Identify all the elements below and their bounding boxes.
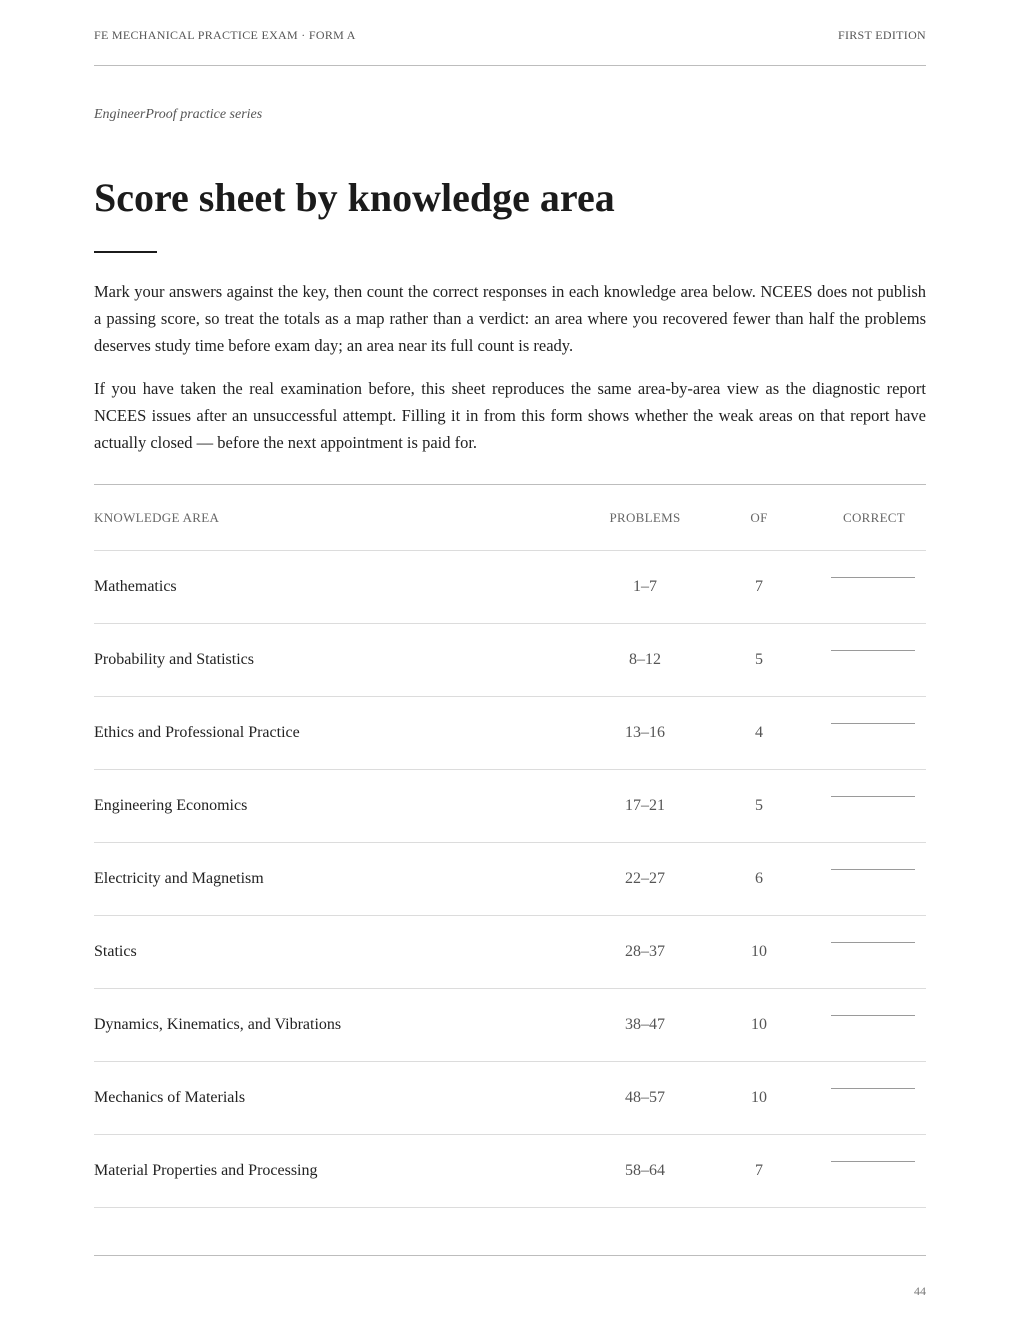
page bbox=[94, 0, 926, 1320]
table-body bbox=[94, 551, 926, 1208]
problem-range: 22–27 bbox=[625, 870, 665, 887]
correct-entry-field[interactable] bbox=[822, 697, 926, 769]
correct-entry-field[interactable] bbox=[822, 1062, 926, 1134]
intro-paragraph-1: Mark your answers against the key, then count the correct responses in each knowledge area below. NCEES does not publish a passing score, so treat the totals as a map rather than a verdict: an area where you recovered fewer than half the problems deserves study time before exam day; an area near its full count is ready. bbox=[94, 282, 926, 355]
exam-form-label: FE MECHANICAL PRACTICE EXAM · FORM A bbox=[94, 28, 356, 42]
knowledge-area-name: Mechanics of Materials bbox=[94, 1089, 246, 1106]
knowledge-area-name: Statics bbox=[94, 943, 137, 960]
knowledge-area-name: Probability and Statistics bbox=[94, 651, 254, 668]
page-title: Score sheet by knowledge area bbox=[94, 175, 615, 220]
table-row bbox=[94, 843, 926, 916]
correct-blank-line bbox=[831, 942, 915, 943]
table-row bbox=[94, 551, 926, 624]
series-label: EngineerProof practice series bbox=[94, 107, 263, 122]
running-header bbox=[94, 28, 926, 43]
problem-count: 6 bbox=[755, 870, 763, 887]
problem-count: 10 bbox=[751, 1016, 767, 1033]
table-row bbox=[94, 770, 926, 843]
header-divider bbox=[94, 65, 926, 66]
problem-count: 4 bbox=[755, 724, 763, 741]
correct-entry-field[interactable] bbox=[822, 916, 926, 988]
problem-range: 38–47 bbox=[625, 1016, 665, 1033]
correct-blank-line bbox=[831, 577, 915, 578]
column-header-problems: PROBLEMS bbox=[609, 509, 681, 525]
problem-count: 10 bbox=[751, 943, 767, 960]
problem-range: 28–37 bbox=[625, 943, 665, 960]
title-underline bbox=[94, 251, 157, 253]
table-row bbox=[94, 916, 926, 989]
knowledge-area-name: Ethics and Professional Practice bbox=[94, 724, 300, 741]
intro-paragraph-2: If you have taken the real examination before, this sheet reproduces the same area-by-area view as the diagnostic report NCEES issues after an unsuccessful attempt. Filling it in from this form shows whether the weak areas on that report have actually closed — before the next appointment is paid for. bbox=[94, 379, 926, 452]
correct-blank-line bbox=[831, 1015, 915, 1016]
problem-range: 1–7 bbox=[633, 578, 657, 595]
problem-range: 58–64 bbox=[625, 1162, 665, 1179]
table-row bbox=[94, 697, 926, 770]
table-row bbox=[94, 624, 926, 697]
table-row bbox=[94, 989, 926, 1062]
correct-entry-field[interactable] bbox=[822, 551, 926, 623]
column-header-area: KNOWLEDGE AREA bbox=[94, 509, 220, 525]
correct-entry-field[interactable] bbox=[822, 989, 926, 1061]
correct-blank-line bbox=[831, 796, 915, 797]
problem-count: 7 bbox=[755, 1162, 763, 1179]
correct-entry-field[interactable] bbox=[822, 843, 926, 915]
correct-entry-field[interactable] bbox=[822, 624, 926, 696]
correct-blank-line bbox=[831, 869, 915, 870]
problem-range: 13–16 bbox=[625, 724, 665, 741]
correct-blank-line bbox=[831, 1161, 915, 1162]
correct-entry-field[interactable] bbox=[822, 770, 926, 842]
table-header bbox=[94, 485, 926, 551]
problem-count: 5 bbox=[755, 651, 763, 668]
problem-range: 8–12 bbox=[629, 651, 661, 668]
page-number: 44 bbox=[914, 1284, 926, 1298]
knowledge-area-name: Dynamics, Kinematics, and Vibrations bbox=[94, 1016, 342, 1033]
correct-blank-line bbox=[831, 650, 915, 651]
correct-blank-line bbox=[831, 1088, 915, 1089]
edition-label: FIRST EDITION bbox=[837, 28, 926, 42]
knowledge-area-name: Mathematics bbox=[94, 578, 177, 595]
footer-divider bbox=[94, 1255, 926, 1256]
knowledge-area-name: Engineering Economics bbox=[94, 797, 248, 814]
column-header-of: OF bbox=[750, 509, 768, 525]
correct-blank-line bbox=[831, 723, 915, 724]
correct-entry-field[interactable] bbox=[822, 1135, 926, 1207]
problem-count: 5 bbox=[755, 797, 763, 814]
problem-range: 48–57 bbox=[625, 1089, 665, 1106]
problem-count: 7 bbox=[755, 578, 763, 595]
knowledge-area-name: Material Properties and Processing bbox=[94, 1162, 318, 1179]
knowledge-area-name: Electricity and Magnetism bbox=[94, 870, 264, 887]
score-table bbox=[94, 485, 926, 1208]
column-header-correct: CORRECT bbox=[842, 509, 906, 525]
problem-range: 17–21 bbox=[625, 797, 665, 814]
table-row bbox=[94, 1135, 926, 1208]
problem-count: 10 bbox=[751, 1089, 767, 1106]
intro-text bbox=[94, 278, 926, 472]
table-row bbox=[94, 1062, 926, 1135]
